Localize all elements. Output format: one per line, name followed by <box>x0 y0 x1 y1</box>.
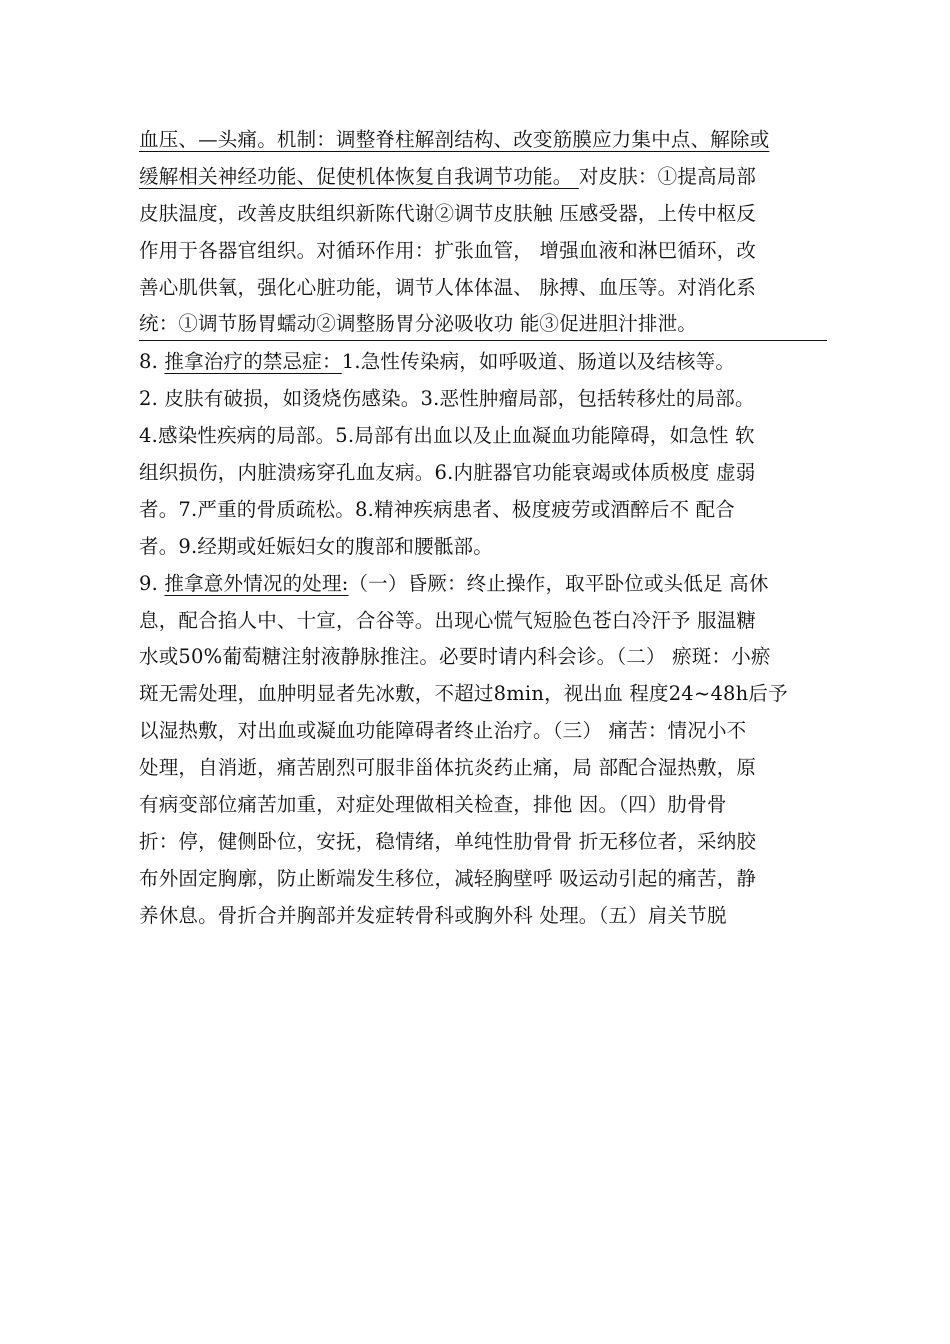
paragraph-line: 2. 皮肤有破损，如烫烧伤感染。3.恶性肿瘤局部，包括转移灶的局部。 <box>139 387 755 411</box>
section-number: 8. <box>139 350 165 374</box>
document-page <box>139 122 829 935</box>
paragraph-line <box>139 159 829 196</box>
paragraph-line: 统：①调节肠胃蠕动②调整肠胃分泌吸收功 能③促进胆汁排泄。 <box>139 312 697 336</box>
paragraph-line: 皮肤温度，改善皮肤组织新陈代谢②调节皮肤触 压感受器，上传中枢反 <box>139 201 757 225</box>
paragraph-line: 有病变部位痛苦加重，对症处理做相关检查，排他 因。（四）肋骨骨 <box>139 793 727 817</box>
section-heading-line <box>139 566 829 603</box>
body-text: 1.急性传染病，如呼吸道、肠道以及结核等。 <box>341 350 736 374</box>
underlined-text: 缓解相关神经功能、促使机体恢复自我调节功能。 <box>139 164 579 188</box>
section-title: 推拿治疗的禁忌症： <box>164 350 342 374</box>
paragraph-line: 水或50%葡萄糖注射液静脉推注。必要时请内科会诊。（二） 瘀斑：小瘀 <box>139 645 771 669</box>
paragraph-line: 布外固定胸廓，防止断端发生移位，减轻胸壁呼 吸运动引起的痛苦，静 <box>139 866 757 890</box>
paragraph-line: 4.感染性疾病的局部。5.局部有出血以及止血凝血功能障碍，如急性 软 <box>139 424 755 448</box>
body-text: 对皮肤：①提高局部 <box>578 164 757 188</box>
paragraph-line: 善心肌供氧，强化心脏功能，调节人体体温、 脉搏、血压等。对消化系 <box>139 275 757 299</box>
paragraph-line: 处理，自消逝，痛苦剧烈可服非甾体抗炎药止痛，局 部配合湿热敷，原 <box>139 756 757 780</box>
paragraph-line: 折：停，健侧卧位，安抚，稳情绪，单纯性肋骨骨 折无移位者，采纳胶 <box>139 829 757 853</box>
paragraph-line: 息，配合掐人中、十宣，合谷等。出现心慌气短脸色苍白冷汗予 服温糖 <box>139 608 757 632</box>
underlined-text: 血压、—头痛。机制：调整脊柱解剖结构、改变筋膜应力集中点、解除或 <box>139 128 770 151</box>
section-number: 9. <box>139 571 165 595</box>
paragraph-line: 养休息。骨折合并胸部并发症转骨科或胸外科 处理。（五）肩关节脱 <box>139 903 727 927</box>
section-heading-line <box>139 344 829 381</box>
paragraph-line: 作用于各器官组织。对循环作用：扩张血管， 增强血液和淋巴循环，改 <box>139 238 757 262</box>
paragraph-line: 组织损伤，内脏溃疡穿孔血友病。6.内脏器官功能衰竭或体质极度 虚弱 <box>139 461 756 485</box>
paragraph-line: 者。7.严重的骨质疏松。8.精神疾病患者、极度疲劳或酒醉后不 配合 <box>139 497 736 521</box>
paragraph-line: 以湿热敷，对出血或凝血功能障碍者终止治疗。（三） 痛苦：情况小不 <box>139 719 747 743</box>
body-text: （一）昏厥：终止操作，取平卧位或头低足 高休 <box>348 571 769 595</box>
section-title: 推拿意外情况的处理: <box>164 571 349 595</box>
paragraph-line <box>139 122 829 159</box>
paragraph-line: 者。9.经期或妊娠妇女的腹部和腰骶部。 <box>139 534 493 558</box>
paragraph-line: 斑无需处理，血肿明显者先冰敷，不超过8min，视出血 程度24~48h后予 <box>139 682 788 706</box>
